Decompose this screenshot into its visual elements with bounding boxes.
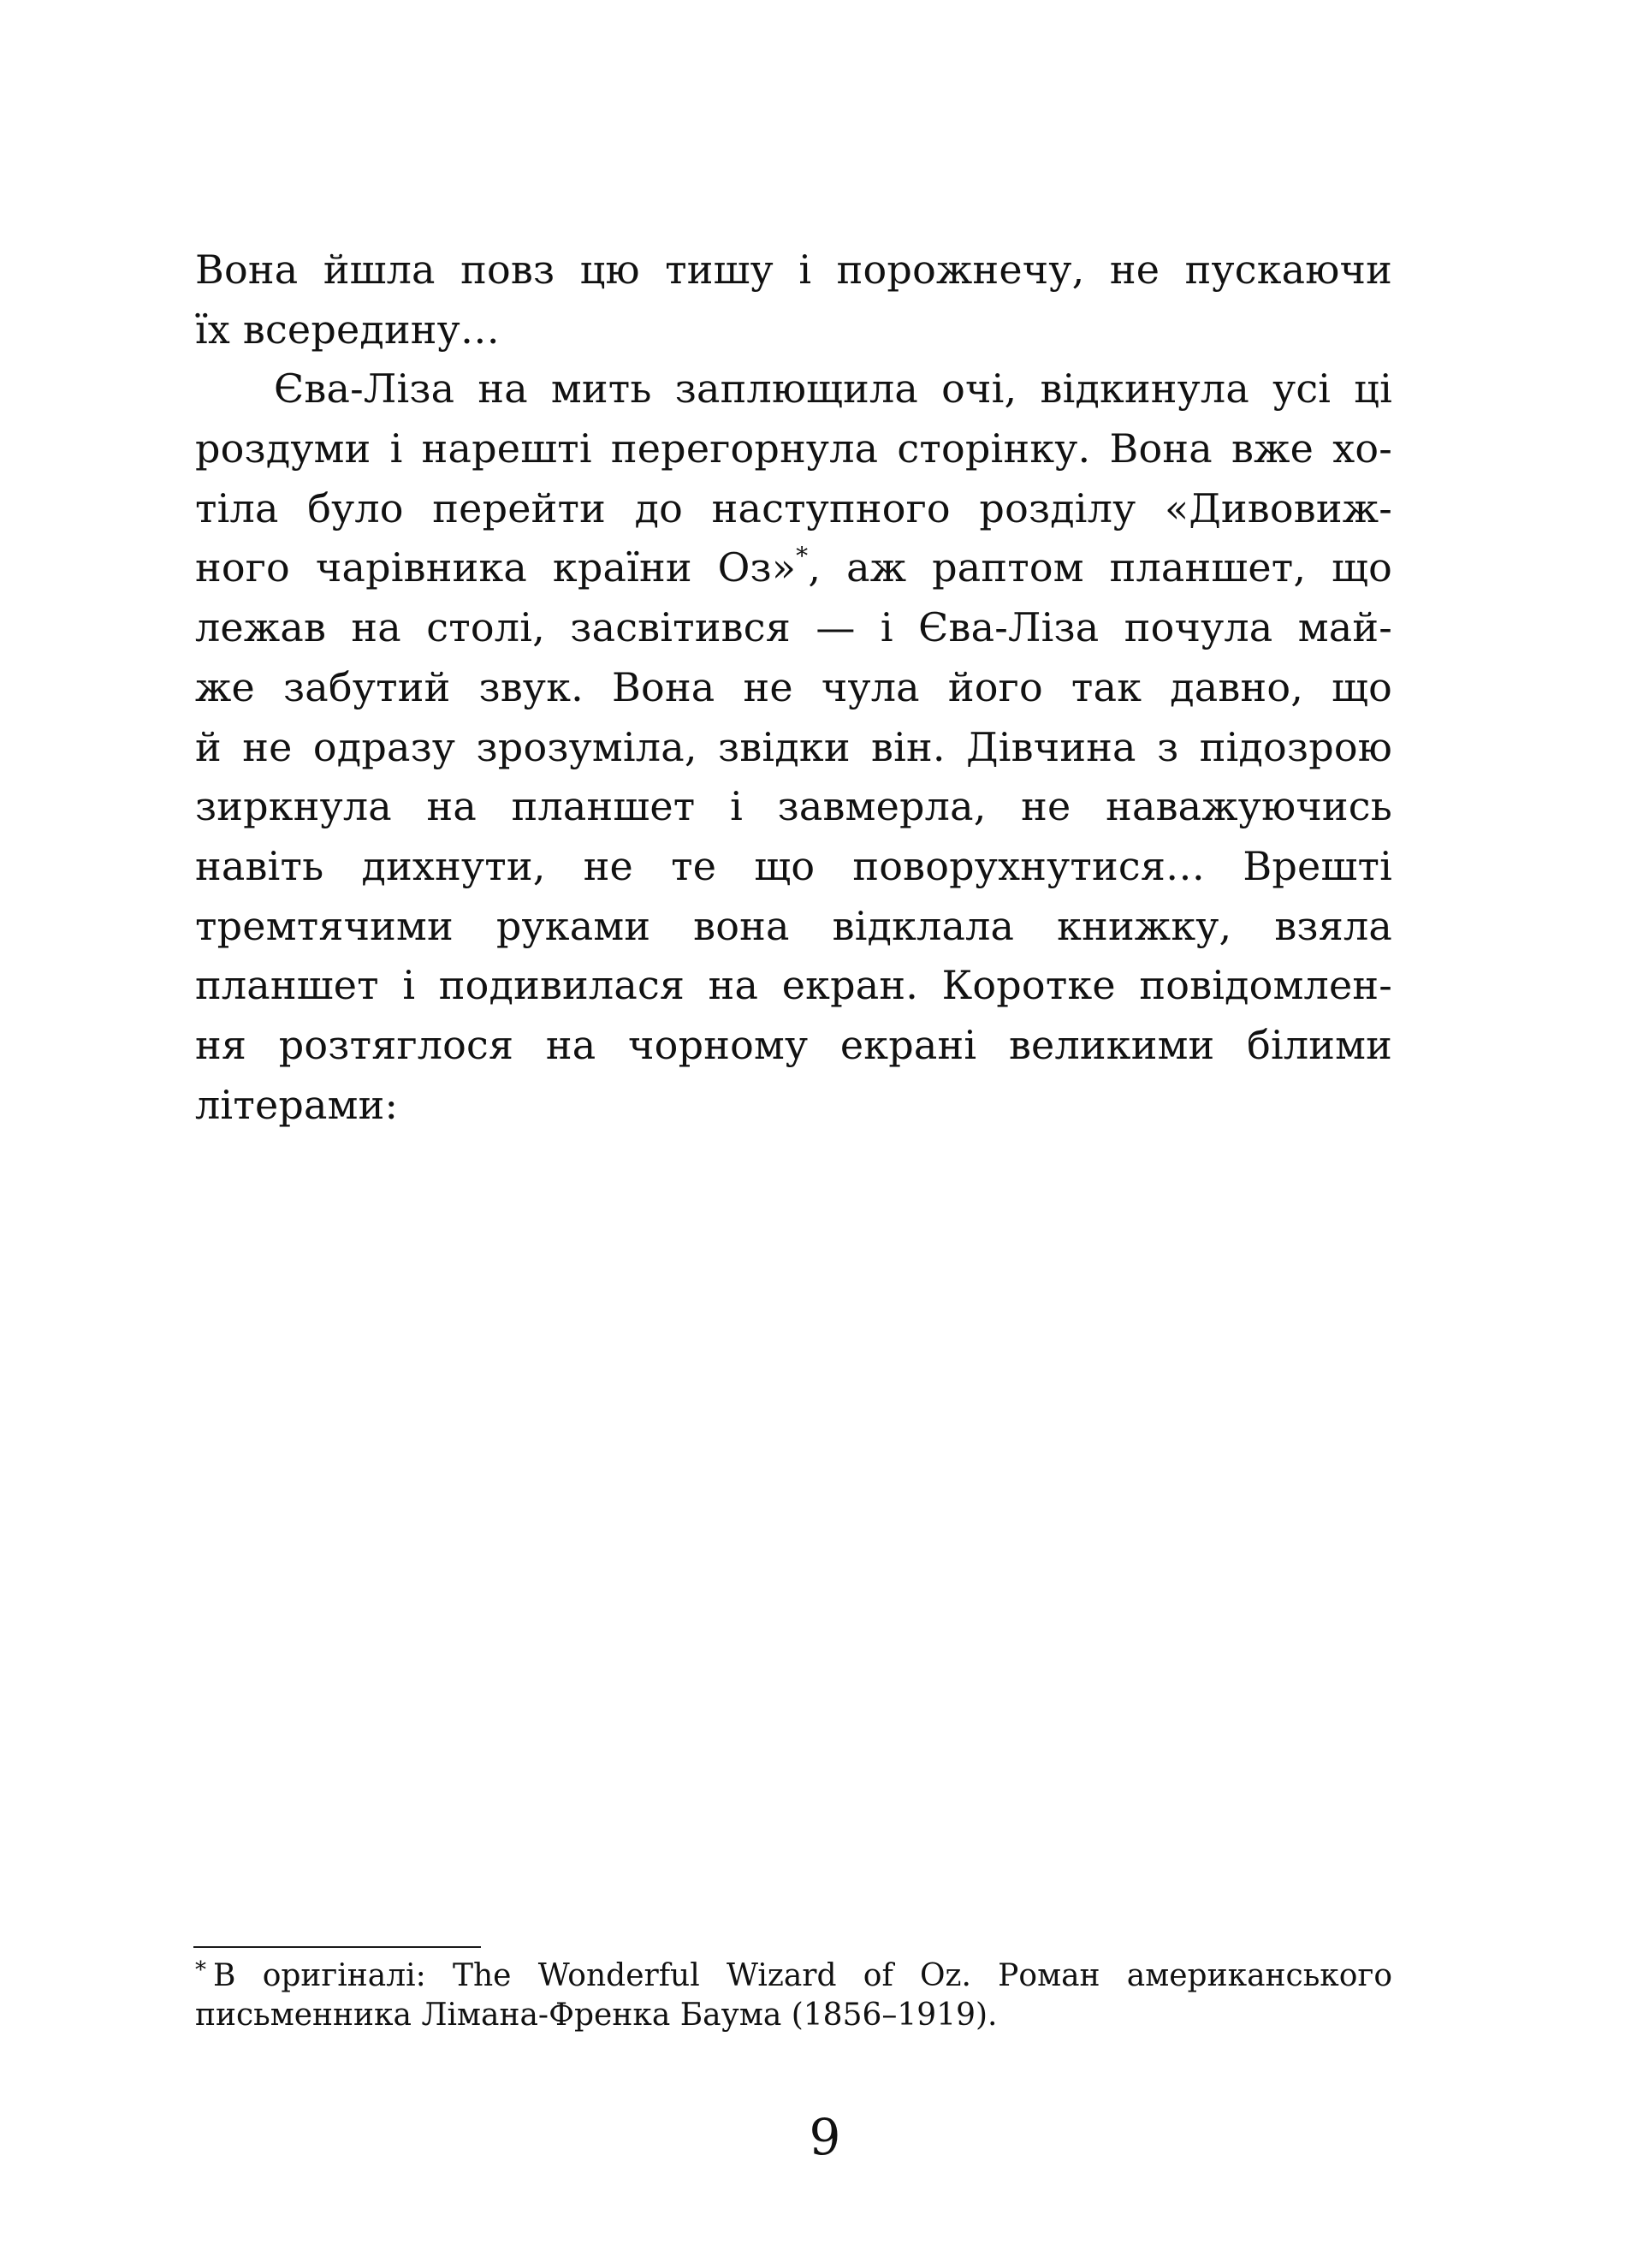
- text-line: ня розтяглося на чорному екрані великими білими: [195, 1021, 1392, 1068]
- footnote: [195, 1956, 1392, 2035]
- body-text: [195, 240, 1392, 1135]
- text-line: літерами:: [195, 1081, 399, 1128]
- text-line: же забутий звук. Вона не чула його так давно, що: [195, 663, 1392, 710]
- text-line: й не одразу зрозуміла, звідки він. Дівчина з підозрою: [195, 723, 1392, 770]
- text-line: навіть дихнути, не те що поворухнутися… Врешті: [195, 842, 1392, 889]
- text-line: лежав на столі, засвітився — і Єва-Ліза почула май-: [195, 604, 1392, 651]
- text-line-paragraph-start: Єва-Ліза на мить заплющила очі, відкинула усі ці: [274, 365, 1392, 413]
- footnote-reference[interactable]: *: [796, 542, 809, 571]
- footnote-line: [195, 1956, 1392, 1996]
- text-line: тремтячими руками вона відклала книжку, взяла: [195, 902, 1392, 949]
- text-fragment: ного чарівника країни Оз»: [195, 544, 797, 591]
- text-line-with-footnote-ref: [195, 538, 1392, 598]
- footnote-text: В оригіналі: The Wonderful Wizard of Oz. Роман американського: [213, 1958, 1392, 1993]
- text-line: Вона йшла повз цю тишу і порожнечу, не пускаючи: [195, 246, 1392, 293]
- footnote-mark: *: [195, 1957, 206, 1983]
- footnote-line: письменника Лімана-Френка Баума (1856–1919).: [195, 1998, 998, 2033]
- text-line: планшет і подивилася на екран. Коротке повідомлен-: [195, 962, 1392, 1009]
- text-line: їх всередину…: [195, 306, 501, 353]
- page-number: 9: [809, 2108, 841, 2166]
- text-line: тіла було перейти до наступного розділу «Дивовиж-: [195, 484, 1392, 531]
- text-fragment: , аж раптом планшет, що: [808, 544, 1392, 591]
- text-line: роздуми і нарешті перегорнула сторінку. Вона вже хо-: [195, 425, 1392, 472]
- text-line: зиркнула на планшет і завмерла, не наважуючись: [195, 783, 1392, 830]
- footnote-divider: [193, 1946, 481, 1948]
